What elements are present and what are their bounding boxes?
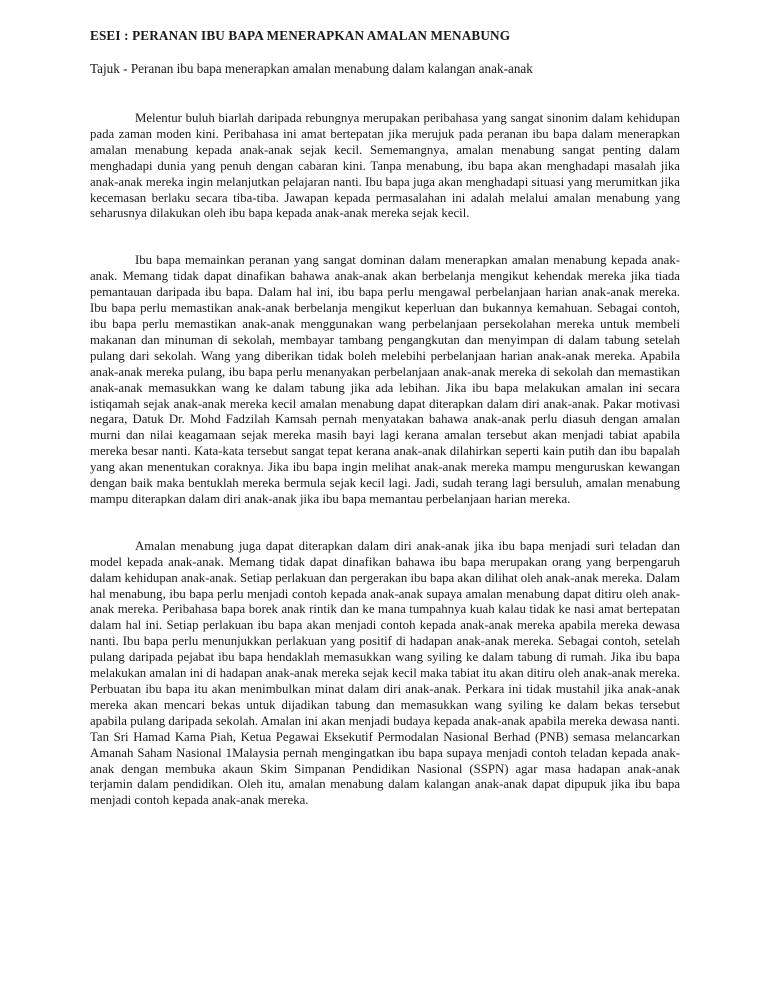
essay-subtitle: Tajuk - Peranan ibu bapa menerapkan amalan menabung dalam kalangan anak-anak: [90, 61, 533, 76]
paragraph-intro: Melentur buluh biarlah daripada rebungnya merupakan peribahasa yang sangat sinonim dalam kehidupan pada zaman moden kini. Peribahasa ini amat bertepatan jika merujuk pada peranan ibu bapa dalam menerapkan amalan menabung kepada anak-anak sejak kecil. Sememangnya, amalan menabung sangat penting dalam menghadapi dunia yang penuh dengan cabaran kini. Tanpa menabung, ibu bapa akan menghadapi masalah jika anak-anak mereka ingin melanjutkan pelajaran nanti. Ibu bapa juga akan menghadapi situasi yang merumitkan jika kecemasan berlaku secara tiba-tiba. Jawapan kepada permasalahan ini adalah melalui amalan menabung yang seharusnya dilakukan oleh ibu bapa kepada anak-anak mereka sejak kecil.: [90, 111, 680, 221]
essay-title: ESEI : PERANAN IBU BAPA MENERAPKAN AMALAN MENABUNG: [90, 28, 511, 43]
document-page: [90, 28, 680, 809]
paragraph-body-2: Amalan menabung juga dapat diterapkan dalam diri anak-anak jika ibu bapa menjadi suri teladan dan model kepada anak-anak. Memang tidak dapat dinafikan bahawa ibu bapa merupakan orang yang berpengaruh dalam kehidupan anak-anak. Setiap perlakuan dan pergerakan ibu bapa akan dilihat oleh anak-anak mereka. Dalam hal menabung, ibu bapa perlu menjadi contoh kepada anak-anak supaya amalan menabung dapat ditiru oleh anak-anak mereka. Peribahasa bapa borek anak rintik dan ke mana tumpahnya kuah kalau tidak ke nasi amat bertepatan dalam hal ini. Setiap perlakuan ibu bapa akan menjadi contoh kepada anak-anak mereka apabila mereka dewasa nanti. Ibu bapa perlu menunjukkan perlakuan yang positif di hadapan anak-anak mereka. Sebagai contoh, setelah pulang daripada pejabat ibu bapa hendaklah memasukkan wang syiling ke dalam tabung di rumah. Jika ibu bapa melakukan amalan ini di hadapan anak-anak mereka sejak kecil maka tabiat itu akan ditiru oleh anak-anak mereka. Perbuatan ibu bapa itu akan menimbulkan minat dalam diri anak-anak. Perkara ini tidak mustahil jika anak-anak mereka akan mencari bekas untuk dijadikan tabung dan memasukkan wang syiling ke dalam bekas tersebut apabila pulang daripada sekolah. Amalan ini akan menjadi budaya kepada anak-anak apabila mereka dewasa nanti. Tan Sri Hamad Kama Piah, Ketua Pegawai Eksekutif Permodalan Nasional Berhad (PNB) semasa melancarkan Amanah Saham Nasional 1Malaysia pernah mengingatkan ibu bapa supaya menjadi contoh teladan kepada anak-anak dengan membuka akaun Skim Simpanan Pendidikan Nasional (SSPN) agar masa hadapan anak-anak terjamin dalam pendidikan. Oleh itu, amalan menabung dalam kalangan anak-anak dapat dipupuk jika ibu bapa menjadi contoh kepada anak-anak mereka.: [90, 538, 680, 808]
paragraph-body-1: Ibu bapa memainkan peranan yang sangat dominan dalam menerapkan amalan menabung kepada anak-anak. Memang tidak dapat dinafikan bahawa anak-anak akan berbelanja mengikut kehendak mereka jika tiada pemantauan daripada ibu bapa. Dalam hal ini, ibu bapa perlu mengawal perbelanjaan harian anak-anak mereka. Ibu bapa perlu memastikan anak-anak berbelanja mengikut keperluan dan bukannya kemahuan. Sebagai contoh, ibu bapa perlu memastikan anak-anak menggunakan wang perbelanjaan persekolahan mereka untuk membeli makanan dan minuman di sekolah, membayar tambang pengangkutan dan menyimpan di dalam tabung setelah pulang dari sekolah. Wang yang diberikan tidak boleh melebihi perbelanjaan harian anak-anak mereka. Apabila anak-anak mereka pulang, ibu bapa perlu menanyakan perbelanjaan anak-anak mereka di sekolah dan memastikan anak-anak memasukkan wang ke dalam tabung jika ada lebihan. Jika ibu bapa melakukan amalan ini secara istiqamah sejak anak-anak mereka kecil amalan menabung dapat diterapkan dalam diri anak-anak. Pakar motivasi negara, Datuk Dr. Mohd Fadzilah Kamsah pernah menyatakan bahawa anak-anak perlu diasuh dengan amalan murni dan nilai keagamaan sejak mereka masih bayi lagi kerana amalan tersebut akan menjadi tabiat apabila mereka besar nanti. Kata-kata tersebut sangat tepat kerana anak-anak dilahirkan seperti kain putih dan ibu bapalah yang akan menentukan coraknya. Jika ibu bapa ingin melihat anak-anak mereka mampu menguruskan kewangan dengan baik maka bentuklah mereka bermula sejak kecil lagi. Jadi, sudah terang lagi bersuluh, amalan menabung mampu diterapkan dalam diri anak-anak jika ibu bapa memantau perbelanjaan harian mereka.: [90, 253, 680, 506]
